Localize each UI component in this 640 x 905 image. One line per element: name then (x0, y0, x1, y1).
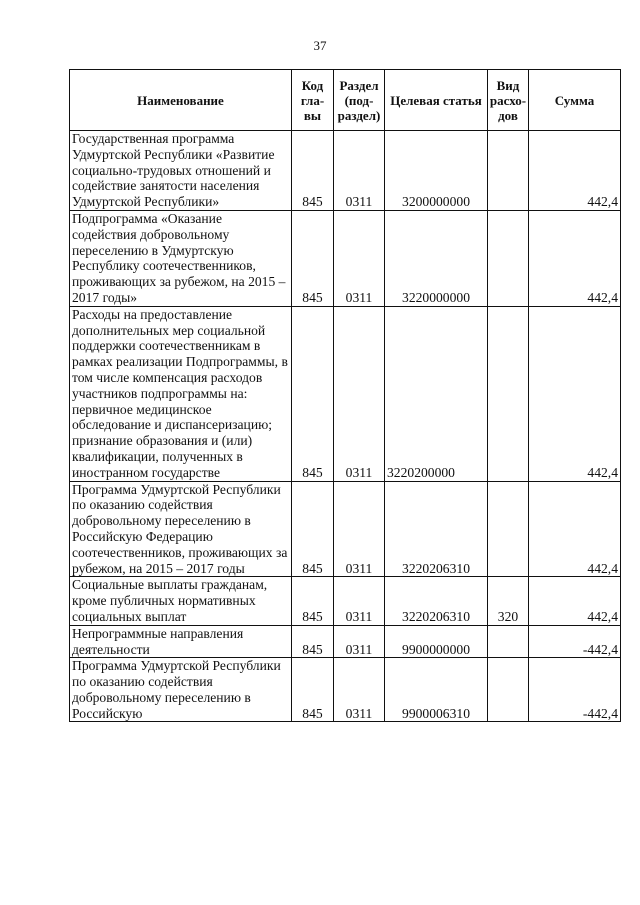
row-section: 0311 (334, 625, 385, 658)
table-row (70, 625, 621, 658)
row-code: 845 (292, 658, 334, 722)
row-name: Непрограммные направления деятельности (70, 625, 292, 658)
table-row (70, 481, 621, 577)
row-code: 845 (292, 481, 334, 577)
row-target: 3220000000 (385, 210, 488, 306)
row-name: Расходы на предоставление дополнительных мер социальной поддержки соотечественникам в рамках реализации Подпрограммы, в том числе компенсация расходов участников подпрограммы на: первичное медицинское обследование и диспансеризацию; признание образования и (или) квалификации, полученных в иностранном государстве (70, 306, 292, 481)
row-type (488, 625, 529, 658)
header-section: Раздел (под-раздел) (334, 70, 385, 131)
row-name: Программа Удмуртской Республики по оказанию содействия добровольному переселению в Российскую (70, 658, 292, 722)
row-section: 0311 (334, 577, 385, 625)
row-name: Программа Удмуртской Республики по оказанию содействия добровольному переселению в Российскую Федерацию соотечественников, проживающих за рубежом, на 2015 – 2017 годы (70, 481, 292, 577)
row-name: Социальные выплаты гражданам, кроме публичных нормативных социальных выплат (70, 577, 292, 625)
header-type: Вид расхо-дов (488, 70, 529, 131)
row-sum: 442,4 (529, 481, 621, 577)
row-name: Подпрограмма «Оказание содействия добровольному переселению в Удмуртскую Республику соотечественников, проживающих за рубежом, на 2015 – 2017 годы» (70, 210, 292, 306)
row-target: 9900000000 (385, 625, 488, 658)
row-section: 0311 (334, 306, 385, 481)
header-sum: Сумма (529, 70, 621, 131)
row-type (488, 210, 529, 306)
row-code: 845 (292, 306, 334, 481)
row-sum: 442,4 (529, 131, 621, 211)
row-target: 3220206310 (385, 577, 488, 625)
table-row (70, 306, 621, 481)
row-type (488, 131, 529, 211)
row-type: 320 (488, 577, 529, 625)
row-sum: -442,4 (529, 625, 621, 658)
header-code: Код гла-вы (292, 70, 334, 131)
row-section: 0311 (334, 481, 385, 577)
row-target: 3200000000 (385, 131, 488, 211)
page-number: 37 (313, 38, 327, 53)
header-name: Наименование (70, 70, 292, 131)
row-section: 0311 (334, 131, 385, 211)
budget-table (69, 69, 621, 722)
row-sum: -442,4 (529, 658, 621, 722)
row-code: 845 (292, 577, 334, 625)
row-sum: 442,4 (529, 210, 621, 306)
row-sum: 442,4 (529, 577, 621, 625)
row-target: 3220206310 (385, 481, 488, 577)
row-section: 0311 (334, 210, 385, 306)
row-target: 9900006310 (385, 658, 488, 722)
row-type (488, 306, 529, 481)
row-section: 0311 (334, 658, 385, 722)
table-row (70, 131, 621, 211)
row-name: Государственная программа Удмуртской Республики «Развитие социально-трудовых отношений и содействие занятости населения Удмуртской Республики» (70, 131, 292, 211)
table-row (70, 658, 621, 722)
row-code: 845 (292, 131, 334, 211)
header-target: Целевая статья (385, 70, 488, 131)
table-row (70, 577, 621, 625)
row-type (488, 481, 529, 577)
row-type (488, 658, 529, 722)
table-row (70, 210, 621, 306)
row-code: 845 (292, 625, 334, 658)
row-target: 3220200000 (385, 306, 488, 481)
table-header-row (70, 70, 621, 131)
row-sum: 442,4 (529, 306, 621, 481)
row-code: 845 (292, 210, 334, 306)
